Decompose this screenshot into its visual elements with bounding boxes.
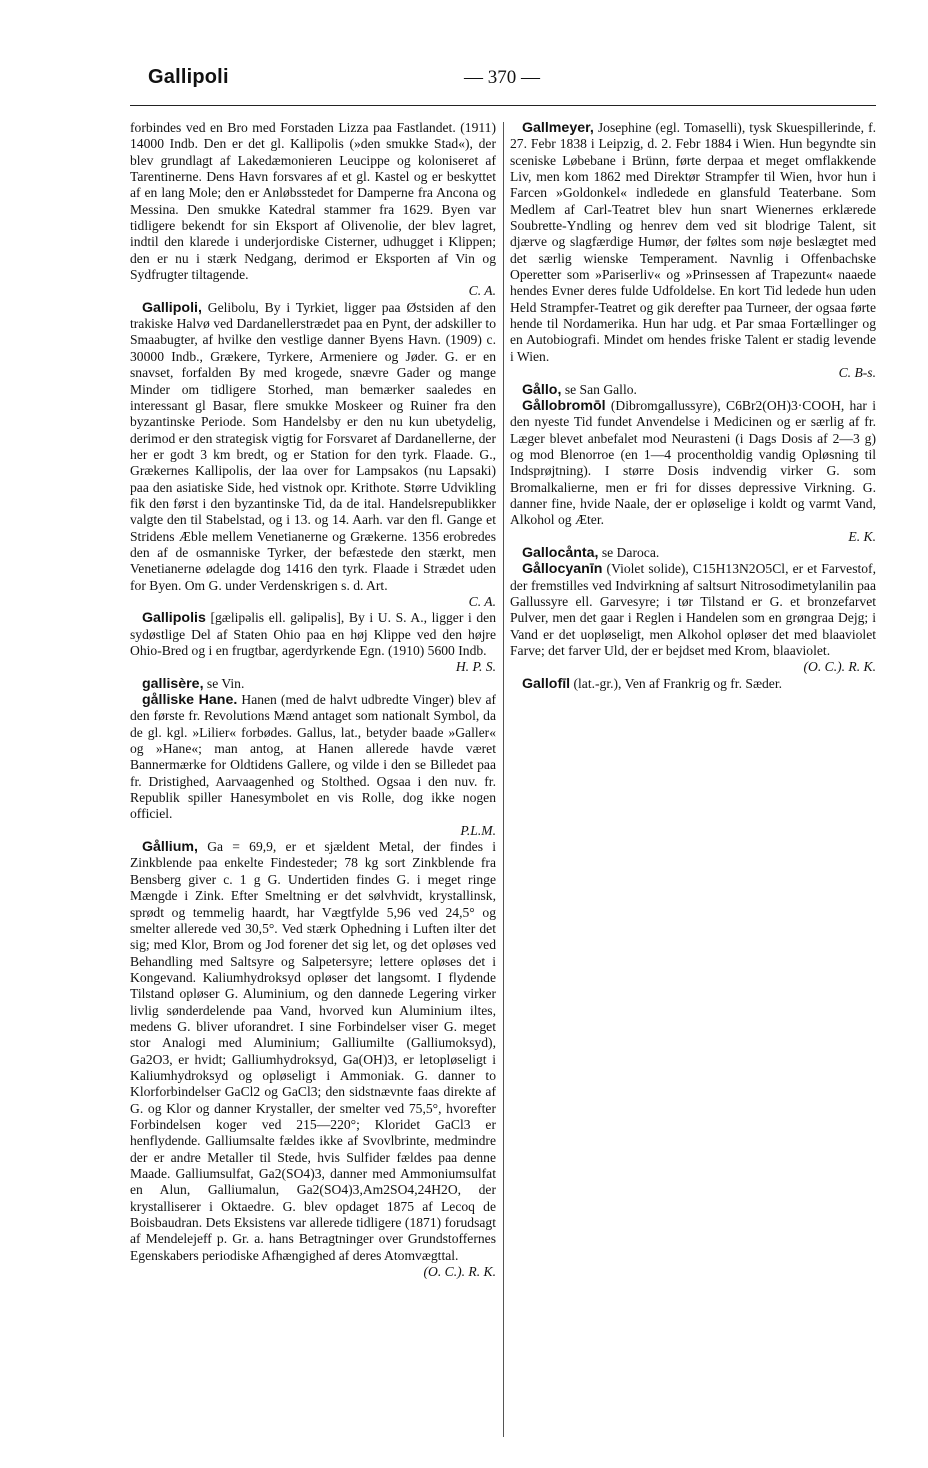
entry-continuation: forbindes ved en Bro med Forstaden Lizza paa Fastlandet. (1911) 14000 Indb. Den er det gl. Kallipolis (»den smukke Stad«), der blev grundlagt af Lakedæmonieren Leucippe og koloniseret af Tarentinerne. Dens Havn forsvares af et gl. Kastel og er beskyttet af en lang Mole; den er Anløbsstedet for Damperne fra Ancona og Messina. Den smukke Katedral stammer fra 1629. Byen var tidligere bekendt for sin Eksport af Olivenolie, der blev lagret, indtil den klarede i underjordiske Cisterner, udhugget i Klippen; den er nu i stærk Nedgang, derimod er Eksporten af Vin og Sydfrugter tiltagende. C. A. xyxy=(130,120,496,299)
entry-headword: Gallipoli, xyxy=(142,299,202,316)
entry-signature: E. K. xyxy=(848,528,876,544)
entry: gålliske Hane. Hanen (med de halvt udbredte Vinger) blev af den første fr. Revolutions Mænd antaget som nationalt Symbol, da de gl. kgl. »Lilier« forbødes. Gallus, lat., betyder baade »Galler« og »Hane«; man antog, at Hanen allerede havde været Bannermærke for Oldtidens Gallere, og vilde i den se Billedet paa fr. Dristighed, Aarvaagenhed og Stolthed. Ogsaa i den nuv. fr. Republik spiller Hanesymbolet en vis Rolle, dog ikke nogen officiel. P.L.M. xyxy=(130,692,496,838)
entry-signature: (O. C.). R. K. xyxy=(423,1264,496,1280)
page-number: — 370 — xyxy=(464,67,540,88)
entry: Gållo, se San Gallo. xyxy=(522,381,637,398)
entry: gallisère, se Vin. xyxy=(142,675,245,692)
entry-headword: Gallocånta, xyxy=(522,544,599,561)
left-column xyxy=(130,120,496,1450)
entry-signature: C. A. xyxy=(468,593,496,609)
entry: Gållobromōl (Dibromgallussyre), C6Br2(OH)3·COOH, har i den nyeste Tid fundet Anvendelse i Medicinen og er særlig af fr. Læger blevet anbefalet mod Neurasteni (i Dags Dosis af 2—3 g) og mod Blenorroe (en 1—4 procentholdig vandig Opløsning til Indsprøjtning). I større Dosis indvendig virker G. som Bromalkalierne, men er fri for disses depressive Virkning. G. danner fine, hvide Naale, der er opløselige i koldt og varmt Vand, Alkohol og Æter. E. K. xyxy=(510,397,876,544)
entry-signature: H. P. S. xyxy=(455,659,496,675)
entry: Gallocånta, se Daroca. xyxy=(522,544,660,561)
entry: Gallofīl (lat.-gr.), Ven af Frankrig og fr. Sæder. xyxy=(522,675,783,692)
entry-headword: Gållium, xyxy=(142,839,198,856)
entry-headword: Gållocyanīn xyxy=(522,561,603,578)
entry: Gållocyanīn (Violet solide), C15H13N2O5Cl, er et Farvestof, der fremstilles ved Indvirkning af saltsurt Nitrosodimetylanilin paa Gallussyre ell. Garvesyre; i tør Tilstand er G. et bronzefarvet Pulver, men det gaar i Reglen i Handelen som en grøngraa Dejg; i Vand er det uopløseligt, men Alkohol opløser det med blaaviolet Farve; det farver Uld, der er bejdset med Krom, blaaviolet. (O. C.). R. K. xyxy=(510,561,876,675)
entry-headword: Gållo, xyxy=(522,381,562,398)
entry: Gallmeyer, Josephine (egl. Tomaselli), tysk Skuespillerinde, f. 27. Febr 1838 i Leipzig, d. 2. Febr 1884 i Wien. Hun begyndte sin sceniske Løbebane i Brünn, førte derpaa et meget omflakkende Liv, men kom 1862 med Direktør Strampfer til Wien, hvor hun i Farcen »Goldonkel« indledede en glansfuld Teaterbane. Som Medlem af Carl-Teatret blev hun snart Wienernes erklærede Soubrette-Yndling og henrev dem ved sit blodrige Talent, sit djærve og slagfærdige Humør, der føltes som nøje beslægtet med det særlig wienske Temperament. Navnlig i Offenbachske Operetter som »Pariserliv« og »Prinsessen af Trapezunt« naaede hendes Evner deres fulde Udfoldelse. En kort Tid ledede hun uden Held Strampfer-Teatret og gik derefter paa Turneer, der ogsaa førte hende til Nordamerika. Hun har udg. et Par smaa Fortællinger og en Autobiografi. Mindet om hendes friske Talent er stadig levende i Wien. C. B-s. xyxy=(510,120,876,381)
page-header xyxy=(130,66,874,96)
header-rule xyxy=(130,105,876,106)
right-column xyxy=(510,120,876,1450)
entry: Gallipoli, Gelibolu, By i Tyrkiet, ligger paa Østsiden af den trakiske Halvø ved Dardanellerstrædet paa en Pynt, der adskiller to Smaabugter, af hvilke den vestlige danner Byens Havn. (1909) c. 30000 Indb., Grækere, Tyrkere, Armeniere og Jøder. G. er en snavset, forfalden By med krogede, snævre Gader og mange Minder om tidligere Storhed, man bemærker saaledes en interessant gl Basar, flere smukke Moskeer og Ruiner fra den byzantinske Periode. Som Handelsby er den nu kun ubetydelig, derimod er den strategisk vigtig for Forsvaret af Dardanellerne, der her er godt 3 km bredt, og er Station for den tyrk. Flaade. G., Grækernes Kallipolis, der laa over for Lampsakos (nu Lapsaki) paa den asiatiske Side, hed vistnok opr. Krithote. Større Udvikling fik den først i den byzantinske Tid, da de ital. Handelsrepublikker valgte den til Stabelstad, og i 13. og 14. Aarh. var den fl. Gange et Stridens Æble mellem Venetianerne og Grækerne. 1356 erobredes den af de osmanniske Tyrker, der befæstede den stærkt, men Venetianerne ødelagde dog 1416 den tyrk. Flaade i Strædet uden for Byen. Om G. under Verdenskrigen s. d. Art. C. A. xyxy=(130,299,496,609)
column-divider xyxy=(503,122,504,1437)
entry-headword: Gallipolis xyxy=(142,610,206,627)
entry-headword: Gallofīl xyxy=(522,675,571,692)
entry-signature: P.L.M. xyxy=(460,822,496,838)
entry: Gållium, Ga = 69,9, er et sjældent Metal, der findes i Zinkblende paa enkelte Findesteder; 78 kg sort Zinkblende fra Bensberg giver c. 1 g G. Undertiden findes G. i meget ringe Mængde i Zink. Efter Smeltning er det sølvhvidt, krystallinsk, sprødt og temmelig haardt, har Vægtfylde 5,96 ved 24,5° og smelter allerede ved 30,5°. Ved stærk Ophedning i Luften ilter det sig; med Klor, Brom og Jod forener det sig let, og det opløses ved Behandling med Saltsyre og Salpetersyre; lettere opløses det i Kongevand. Kaliumhydroksyd opløser det langsomt. I flydende Tilstand opløser G. Aluminium, og den dannede Legering virker livlig sønderdelende paa Vand, hvorved kun Aluminium iltes, medens G. bliver uforandret. I sine Forbindelser viser G. meget stor Analogi med Aluminium; Galliumilte (Galliumoksyd), Ga2O3, er hvidt; Galliumhydroksyd, Ga(OH)3, er letopløseligt i Kaliumhydroksyd og opløseligt i Ammoniak. G. danner to Klorforbindelser GaCl2 og GaCl3; den sidstnævnte faas direkte af G. og Klor og danner Krystaller, der smelter ved 75,5°, hvorefter Forbindelsen koger ved 215—220°; Kloridet GaCl3 er henflydende. Galliumsalte fældes ikke af Svovlbrinte, medmindre der er andre Metaller til Stede, hvis Sulfider fældes paa denne Maade. Galliumsulfat, Ga2(SO4)3, danner med Ammoniumsulfat en Alun, Galliumalun, Ga2(SO4)3,Am2SO4,24H2O, der krystalliserer i Oktaedre. G. blev opdaget 1875 af Lecoq de Boisbaudran. Dets Eksistens var allerede tidligere (1871) forudsagt af Mendelejeff p. Gr. a. hans Betragtninger over Grundstoffernes Egenskabers periodiske Afhængighed af deres Atomvægttal. (O. C.). R. K. xyxy=(130,839,496,1280)
entry-signature: C. B-s. xyxy=(838,365,876,381)
entry-signature: C. A. xyxy=(468,283,496,299)
entry-headword: Gållobromōl xyxy=(522,397,606,414)
entry-headword: gålliske Hane. xyxy=(142,692,238,709)
running-head: Gallipoli xyxy=(148,66,229,88)
entry-headword: Gallmeyer, xyxy=(522,120,594,136)
entry-signature: (O. C.). R. K. xyxy=(803,659,876,675)
entry: Gallipolis [gælipəlis ell. gəlipəlis], By i U. S. A., ligger i den sydøstlige Del af Staten Ohio paa en høj Klippe ved den højre Ohio-Bred og i en frugtbar, agerdyrkende Egn. (1910) 5600 Indb. H. P. S. xyxy=(130,610,496,675)
entry-headword: gallisère, xyxy=(142,675,204,692)
